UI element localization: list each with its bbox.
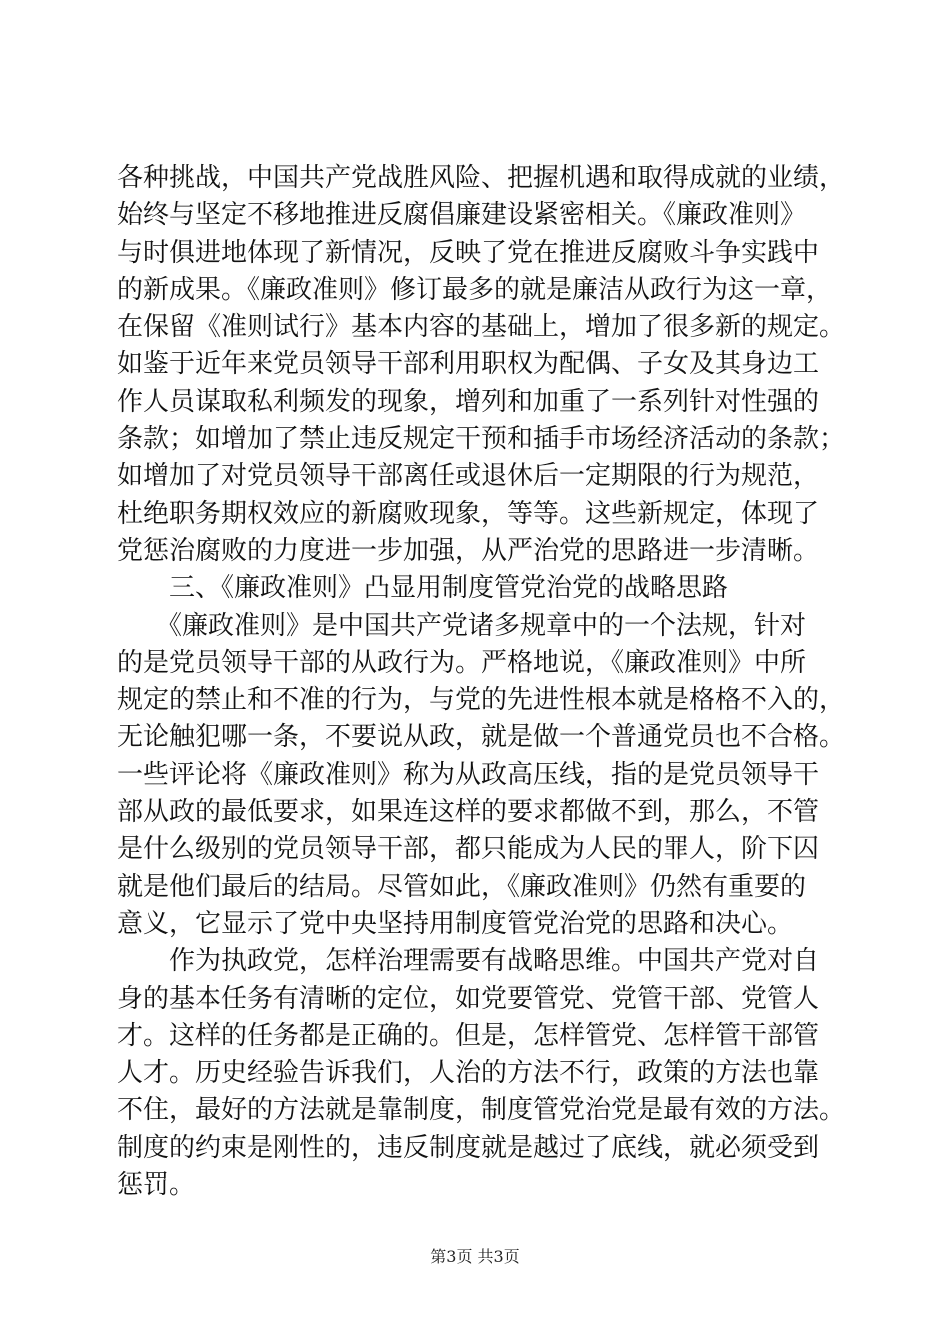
text-line: 的新成果。《廉政准则》修订最多的就是廉洁从政行为这一章， — [117, 274, 833, 305]
text-line: 惩罚。 — [117, 1170, 196, 1201]
text-line: 部从政的最低要求，如果连这样的要求都做不到，那么，不管 — [117, 797, 820, 828]
text-line: 就是他们最后的结局。尽管如此，《廉政准则》仍然有重要的 — [117, 871, 807, 902]
text-line: 是什么级别的党员领导干部，都只能成为人民的罪人，阶下囚 — [117, 834, 820, 865]
body-text — [117, 160, 847, 1204]
text-line: 始终与坚定不移地推进反腐倡廉建设紧密相关。《廉政准则》 — [117, 200, 807, 231]
text-line: 各种挑战，中国共产党战胜风险、把握机遇和取得成就的业绩， — [117, 163, 846, 193]
text-line: 条款；如增加了禁止违反规定干预和插手市场经济活动的条款； — [117, 424, 846, 455]
text-line: 如增加了对党员领导干部离任或退休后一定期限的行为规范， — [117, 461, 820, 492]
text-line: 作为执政党，怎样治理需要有战略思维。中国共产党对自 — [117, 946, 820, 977]
text-line: 人才。历史经验告诉我们，人治的方法不行，政策的方法也靠 — [117, 1058, 820, 1089]
page-footer: 第3页 共3页 — [430, 1247, 520, 1266]
text-line: 作人员谋取私利频发的现象，增列和加重了一系列针对性强的 — [117, 386, 820, 417]
text-line: 《廉政准则》是中国共产党诸多规章中的一个法规，针对 — [117, 610, 807, 641]
text-line: 在保留《准则试行》基本内容的基础上，增加了很多新的规定。 — [117, 312, 846, 343]
text-line: 规定的禁止和不准的行为，与党的先进性根本就是格格不入的， — [117, 685, 846, 716]
text-line: 如鉴于近年来党员领导干部利用职权为配偶、子女及其身边工 — [117, 349, 820, 380]
text-line: 一些评论将《廉政准则》称为从政高压线，指的是党员领导干 — [117, 759, 820, 790]
text-line: 无论触犯哪一条，不要说从政，就是做一个普通党员也不合格。 — [117, 722, 846, 753]
text-line: 制度的约束是刚性的，违反制度就是越过了底线，就必须受到 — [117, 1132, 820, 1163]
text-line: 意义，它显示了党中央坚持用制度管党治党的思路和决心。 — [117, 908, 794, 939]
text-line: 身的基本任务有清晰的定位，如党要管党、党管干部、党管人 — [117, 983, 820, 1014]
text-line: 杜绝职务期权效应的新腐败现象，等等。这些新规定，体现了 — [117, 498, 820, 529]
text-line: 不住，最好的方法就是靠制度，制度管党治党是最有效的方法。 — [117, 1095, 846, 1126]
text-line: 才。这样的任务都是正确的。但是，怎样管党、怎样管干部管 — [117, 1020, 820, 1051]
section-heading: 三、《廉政准则》凸显用制度管党治党的战略思路 — [117, 573, 729, 604]
text-line: 与时俱进地体现了新情况，反映了党在推进反腐败斗争实践中 — [117, 237, 820, 268]
text-line: 党惩治腐败的力度进一步加强，从严治党的思路进一步清晰。 — [117, 535, 820, 566]
text-line: 的是党员领导干部的从政行为。严格地说，《廉政准则》中所 — [117, 647, 807, 678]
